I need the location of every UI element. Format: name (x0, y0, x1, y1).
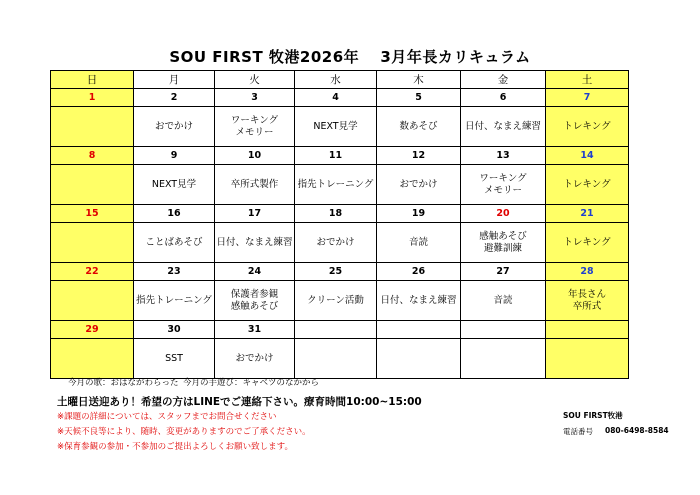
date-number: 21 (546, 205, 629, 223)
date-number: 2 (134, 89, 215, 107)
date-number: 17 (215, 205, 295, 223)
date-number: 1 (51, 89, 134, 107)
date-number: 29 (51, 321, 134, 339)
activity-cell: NEXT見学 (134, 165, 215, 205)
date-number: 11 (295, 147, 377, 165)
date-number: 13 (461, 147, 546, 165)
date-row (51, 263, 629, 281)
date-number (295, 321, 377, 339)
activity-cell: 日付、なまえ練習 (215, 223, 295, 263)
activity-cell: 感触あそび 避難訓練 (461, 223, 546, 263)
org-name: SOU FIRST牧港 (563, 411, 623, 420)
activity-cell: 指先トレーニング (134, 281, 215, 321)
weekday-thu: 木 (377, 71, 461, 89)
note-line: ※保育参観の参加・不参加のご提出よろしくお願い致します。 (57, 442, 293, 452)
weekday-sat: 土 (546, 71, 629, 89)
activity-cell: トレキング (546, 107, 629, 147)
note-line: ※課題の詳細については、スタッフまでお問合せください (57, 412, 277, 422)
activity-row (51, 165, 629, 205)
activity-cell (51, 339, 134, 379)
weekday-sun: 日 (51, 71, 134, 89)
phone-label: 電話番号 (563, 427, 593, 436)
activity-cell: 卒所式製作 (215, 165, 295, 205)
date-number (546, 321, 629, 339)
activity-cell: クリーン活動 (295, 281, 377, 321)
date-number: 10 (215, 147, 295, 165)
date-number: 28 (546, 263, 629, 281)
activity-cell: 数あそび (377, 107, 461, 147)
activity-cell: 音読 (461, 281, 546, 321)
activity-row (51, 339, 629, 379)
date-number: 30 (134, 321, 215, 339)
activity-row (51, 107, 629, 147)
calendar-body (51, 89, 629, 379)
activity-cell: 音読 (377, 223, 461, 263)
activity-cell: おでかけ (134, 107, 215, 147)
activity-cell: 日付、なまえ練習 (377, 281, 461, 321)
date-number: 9 (134, 147, 215, 165)
activity-cell: おでかけ (377, 165, 461, 205)
date-number: 24 (215, 263, 295, 281)
date-number: 27 (461, 263, 546, 281)
activity-cell (51, 281, 134, 321)
activity-cell (51, 165, 134, 205)
date-number: 8 (51, 147, 134, 165)
weekday-header-row (51, 71, 629, 89)
date-number: 18 (295, 205, 377, 223)
activity-cell: 保護者参観 感触あそび (215, 281, 295, 321)
activity-cell: 年長さん 卒所式 (546, 281, 629, 321)
activity-cell: 日付、なまえ練習 (461, 107, 546, 147)
date-number: 6 (461, 89, 546, 107)
page-title: SOU FIRST 牧港2026年 3月年長カリキュラム (169, 48, 531, 66)
date-number (377, 321, 461, 339)
activity-cell (51, 107, 134, 147)
activity-row (51, 223, 629, 263)
activity-cell: NEXT見学 (295, 107, 377, 147)
pickup-notice: 土曜日送迎あり！希望の方はLINEでご連絡下さい。療育時間10:00~15:00 (57, 396, 422, 408)
note-line: ※天候不良等により、随時、変更がありますのでご了承ください。 (57, 427, 311, 437)
date-row (51, 147, 629, 165)
activity-cell: SST (134, 339, 215, 379)
date-number: 14 (546, 147, 629, 165)
activity-cell: おでかけ (215, 339, 295, 379)
date-number: 25 (295, 263, 377, 281)
monthly-hand-play: 今月の手遊び：キャベツのなかから (183, 378, 320, 388)
date-number: 12 (377, 147, 461, 165)
date-number: 20 (461, 205, 546, 223)
date-row (51, 321, 629, 339)
activity-cell: おでかけ (295, 223, 377, 263)
date-number: 23 (134, 263, 215, 281)
activity-cell (546, 339, 629, 379)
date-number: 26 (377, 263, 461, 281)
monthly-song: 今月の歌：おはながわらった (68, 378, 179, 388)
weekday-fri: 金 (461, 71, 546, 89)
activity-cell: トレキング (546, 223, 629, 263)
date-number: 7 (546, 89, 629, 107)
date-number: 31 (215, 321, 295, 339)
date-number: 22 (51, 263, 134, 281)
phone-number: 080-6498-8584 (605, 426, 669, 435)
weekday-mon: 月 (134, 71, 215, 89)
activity-cell: ことばあそび (134, 223, 215, 263)
date-row (51, 89, 629, 107)
date-number: 19 (377, 205, 461, 223)
date-number: 3 (215, 89, 295, 107)
weekday-tue: 火 (215, 71, 295, 89)
date-number: 5 (377, 89, 461, 107)
calendar-table (50, 70, 629, 379)
activity-cell: ワーキング メモリー (461, 165, 546, 205)
activity-cell: 指先トレーニング (295, 165, 377, 205)
date-row (51, 205, 629, 223)
date-number: 15 (51, 205, 134, 223)
date-number (461, 321, 546, 339)
activity-row (51, 281, 629, 321)
activity-cell (295, 339, 377, 379)
activity-cell (377, 339, 461, 379)
activity-cell: ワーキング メモリー (215, 107, 295, 147)
date-number: 16 (134, 205, 215, 223)
activity-cell: トレキング (546, 165, 629, 205)
weekday-wed: 水 (295, 71, 377, 89)
activity-cell (461, 339, 546, 379)
activity-cell (51, 223, 134, 263)
date-number: 4 (295, 89, 377, 107)
